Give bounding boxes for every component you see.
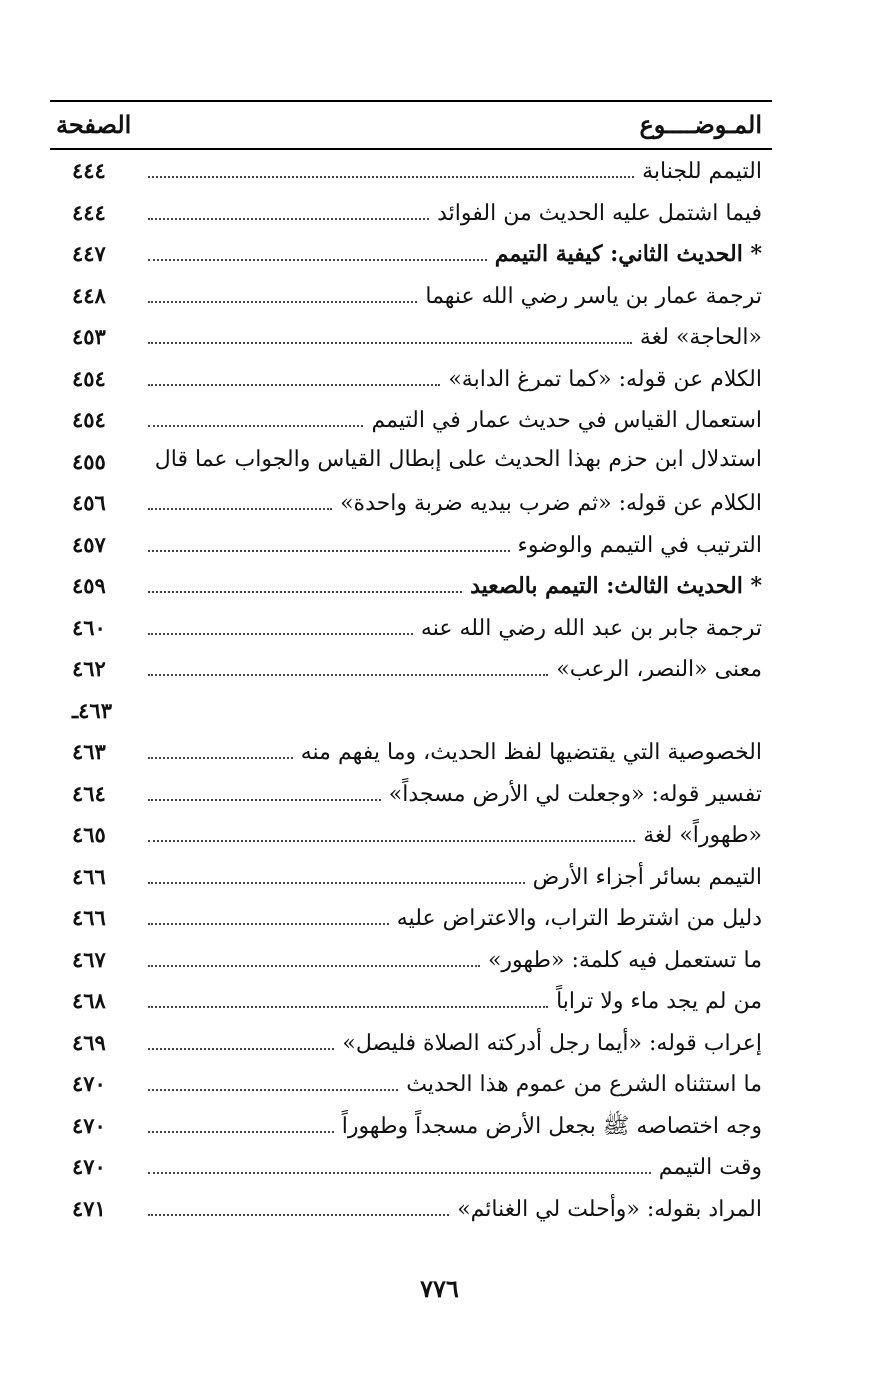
leader-dots bbox=[148, 1194, 449, 1216]
toc-page-number: ٤٦٣ bbox=[72, 739, 106, 764]
toc-page-number: ٤٥٤ bbox=[72, 365, 106, 391]
leader-dots bbox=[148, 779, 381, 801]
page-column-heading: الصفحة bbox=[56, 110, 132, 139]
toc-row bbox=[50, 154, 772, 196]
toc-entry bbox=[148, 986, 762, 1022]
toc-entry-title: من لم يجد ماء ولا تراباً bbox=[556, 989, 762, 1014]
toc-row bbox=[50, 362, 772, 404]
toc-entry bbox=[148, 198, 762, 234]
toc-entry-title: التيمم للجنابة bbox=[642, 159, 762, 184]
leader-dots bbox=[148, 945, 480, 967]
toc-entry-title: وقت التيمم bbox=[658, 1155, 762, 1180]
toc-page-number: ٤٦٥ bbox=[72, 822, 106, 847]
toc-entry-title: ترجمة عمار بن ياسر رضي الله عنهما bbox=[425, 283, 762, 309]
toc-entry bbox=[148, 156, 762, 192]
toc-entry-title: فيما اشتمل عليه الحديث من الفوائد bbox=[437, 200, 762, 226]
toc-entry bbox=[148, 488, 762, 524]
toc-entry-title: * الحديث الثاني: كيفية التيمم bbox=[494, 241, 762, 267]
toc-entry-title: تفسير قوله: «وجعلت لي الأرض مسجداً» bbox=[388, 781, 762, 807]
toc-row bbox=[50, 528, 772, 570]
toc-entry bbox=[148, 1194, 762, 1230]
leader-dots bbox=[148, 198, 429, 220]
leader-dots bbox=[148, 322, 632, 344]
toc-page-number: ٤٤٤ bbox=[72, 199, 106, 225]
toc-page-number: ٤٧١ bbox=[72, 1195, 106, 1221]
topic-column-heading: المـوضــــوع bbox=[639, 110, 762, 139]
toc-row bbox=[50, 735, 772, 777]
toc-entry bbox=[148, 862, 762, 898]
toc-entry-title: إعراب قوله: «أيما رجل أدركته الصلاة فليصل» bbox=[342, 1030, 762, 1056]
leader-dots bbox=[148, 1111, 334, 1133]
toc-entry bbox=[148, 737, 762, 773]
toc-entry bbox=[148, 945, 762, 981]
leader-dots bbox=[148, 1069, 398, 1091]
leader-dots bbox=[148, 571, 462, 593]
leader-dots bbox=[148, 364, 440, 386]
toc-entries bbox=[50, 154, 772, 1233]
leader-dots bbox=[148, 903, 389, 925]
toc-entry bbox=[148, 447, 762, 483]
toc-page-number: ٤٧٠ bbox=[72, 1071, 106, 1096]
toc-row bbox=[50, 279, 772, 321]
toc-page-number: ٤٧٠ bbox=[72, 1112, 106, 1138]
toc-row bbox=[50, 569, 772, 611]
leader-dots bbox=[148, 862, 525, 884]
toc-page-number: ٤٥٧ bbox=[72, 531, 106, 557]
toc-entry bbox=[148, 1069, 762, 1105]
toc-row bbox=[50, 486, 772, 528]
toc-page-number: ٤٥٦ bbox=[72, 490, 106, 515]
toc-page-number: ٤٦٦ bbox=[72, 905, 106, 930]
toc-page-number: ٤٧٠ bbox=[72, 1154, 106, 1179]
toc-entry-title: ما استثناه الشرع من عموم هذا الحديث bbox=[406, 1072, 762, 1097]
toc-row bbox=[50, 860, 772, 902]
toc-page-number: ٤٦٣ـ bbox=[72, 697, 112, 723]
toc-entry bbox=[148, 903, 762, 939]
toc-entry-title: المراد بقوله: «وأحلت لي الغنائم» bbox=[457, 1196, 762, 1222]
leader-dots bbox=[148, 737, 293, 759]
leader-dots bbox=[148, 156, 634, 178]
leader-dots bbox=[148, 405, 363, 427]
toc-row bbox=[50, 320, 772, 362]
leader-dots bbox=[148, 1028, 334, 1050]
toc-entry-title: ترجمة جابر بن عبد الله رضي الله عنه bbox=[420, 615, 762, 641]
toc-entry bbox=[148, 820, 762, 856]
toc-entry-title: «الحاجة» لغة bbox=[639, 325, 762, 350]
toc-entry bbox=[148, 322, 762, 358]
toc-entry-title: * الحديث الثالث: التيمم بالصعيد bbox=[470, 573, 762, 599]
toc-entry-title: استدلال ابن حزم بهذا الحديث على إبطال القياس والجواب عما قال bbox=[154, 446, 762, 472]
toc-entry-title: معنى «النصر، الرعب» bbox=[556, 657, 762, 682]
toc-page-number: ٤٥٤ bbox=[72, 407, 106, 432]
toc-page-number: ٤٤٨ bbox=[72, 282, 106, 308]
toc-row bbox=[50, 818, 772, 860]
leader-dots bbox=[148, 654, 548, 676]
page-number: ٧٧٦ bbox=[420, 1274, 459, 1303]
leader-dots bbox=[148, 1152, 651, 1174]
toc-page-number: ٤٥٣ bbox=[72, 324, 106, 349]
toc-row bbox=[50, 1109, 772, 1151]
leader-dots bbox=[148, 613, 413, 635]
toc-entry bbox=[148, 613, 762, 649]
toc-entry bbox=[148, 405, 762, 441]
toc-row bbox=[50, 1026, 772, 1068]
toc-row bbox=[50, 984, 772, 1026]
toc-page-number: ٤٥٥ bbox=[72, 448, 106, 474]
toc-entry-title: دليل من اشترط التراب، والاعتراض عليه bbox=[396, 906, 762, 931]
toc-entry-title: الخصوصية التي يقتضيها لفظ الحديث، وما يفهم منه bbox=[300, 740, 762, 765]
toc-entry bbox=[148, 696, 762, 732]
toc-row bbox=[50, 1192, 772, 1234]
toc-entry bbox=[148, 1111, 762, 1147]
toc-page-number: ٤٤٤ bbox=[72, 158, 106, 183]
toc-entry-title: الكلام عن قوله: «كما تمرغ الدابة» bbox=[448, 366, 762, 392]
toc-row bbox=[50, 196, 772, 238]
toc-entry-title: التيمم بسائر أجزاء الأرض bbox=[532, 864, 762, 890]
toc-row bbox=[50, 1067, 772, 1109]
toc-entry bbox=[148, 779, 762, 815]
toc-page-number: ٤٦٠ bbox=[72, 614, 106, 640]
toc-row bbox=[50, 611, 772, 653]
toc-entry bbox=[148, 530, 762, 566]
toc-entry bbox=[148, 281, 762, 317]
leader-dots bbox=[148, 488, 332, 510]
toc-page-number: ٤٦٦ bbox=[72, 863, 106, 889]
toc-row bbox=[50, 1150, 772, 1192]
toc-page-number: ٤٥٩ bbox=[72, 573, 106, 598]
toc-row bbox=[50, 943, 772, 985]
toc-row bbox=[50, 901, 772, 943]
toc-entry bbox=[148, 364, 762, 400]
leader-dots bbox=[148, 239, 487, 261]
toc-row bbox=[50, 403, 772, 445]
toc-page-number: ٤٦٩ bbox=[72, 1029, 106, 1055]
toc-page-number: ٤٦٨ bbox=[72, 988, 106, 1013]
toc-entry bbox=[148, 239, 762, 275]
toc-entry-title: الترتيب في التيمم والوضوء bbox=[517, 532, 762, 558]
toc-entry-title: «طهوراً» لغة bbox=[643, 823, 762, 848]
toc-page-number: ٤٦٢ bbox=[72, 656, 106, 681]
toc-entry bbox=[148, 1152, 762, 1188]
toc-page-number: ٤٦٧ bbox=[72, 946, 106, 972]
leader-dots bbox=[148, 986, 548, 1008]
toc-entry-title: ما تستعمل فيه كلمة: «طهور» bbox=[487, 947, 762, 973]
toc-row bbox=[50, 652, 772, 694]
toc-entry-title: الكلام عن قوله: «ثم ضرب بيديه ضربة واحدة» bbox=[340, 491, 762, 516]
toc-header bbox=[50, 100, 772, 150]
toc-row bbox=[50, 445, 772, 487]
toc-page-number: ٤٤٧ bbox=[72, 241, 106, 266]
leader-dots bbox=[148, 281, 417, 303]
toc-row bbox=[50, 237, 772, 279]
toc-entry bbox=[148, 1028, 762, 1064]
leader-dots bbox=[148, 820, 635, 842]
leader-dots bbox=[148, 530, 510, 552]
toc-entry-title: وجه اختصاصه ﷺ بجعل الأرض مسجداً وطهوراً bbox=[341, 1113, 762, 1139]
toc-row bbox=[50, 694, 772, 736]
toc-entry bbox=[148, 654, 762, 690]
toc-row bbox=[50, 777, 772, 819]
toc-page-number: ٤٦٤ bbox=[72, 780, 106, 806]
toc-entry bbox=[148, 571, 762, 607]
toc-entry-title: استعمال القياس في حديث عمار في التيمم bbox=[371, 408, 762, 433]
